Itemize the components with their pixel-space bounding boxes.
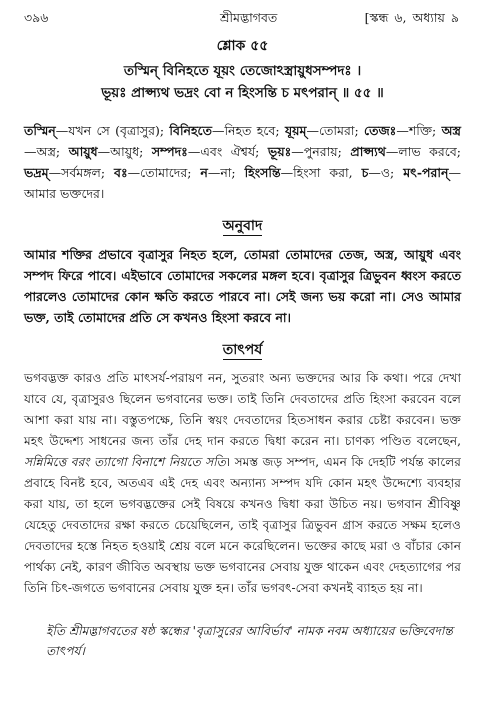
- synonym-word: আয়ুধ: [68, 144, 98, 159]
- chanakya-quote: সন্নিমিত্তে বরং ত্যাগো বিনাশে নিয়তে সতি: [24, 455, 226, 469]
- synonym-meaning: —পুনরায়;: [291, 144, 351, 159]
- synonym-meaning: —অস্ত্র;: [24, 144, 69, 159]
- synonym-word: সম্পদঃ: [151, 144, 188, 159]
- book-title: শ্রীমদ্ভাগবত: [220, 10, 278, 25]
- purport-text: ভগবদ্ভক্ত কারও প্রতি মাৎসর্য-পরায়ণ নন, সুতরাং অন্য ভক্তদের আর কি কথা। পরে দেখা যাবে যে, বৃত্রাসুরও ছিলেন ভগবানের ভক্ত। তাই তিনি দেবতাদের প্রতি হিংসা করবেন বলে আশা করা যায় না। বস্তুতপক্ষে, তিনি স্বয়ং দেবতাদের হিতসাধন করার চেষ্টা করবেন। ভক্ত মহৎ উদ্দেশ্য সাধনের জন্য তাঁর দেহ দান করতে দ্বিধা করেন না। চাণক্য পণ্ডিত বলেছেন, সন্নিমিত্তে বরং ত্যাগো বিনাশে নিয়তে সতি। সমস্ত জড় সম্পদ, এমন কি দেহটি পর্যন্ত কালের প্রবাহে বিনষ্ট হবে, অতএব এই দেহ এবং অন্যান্য সম্পদ যদি কোন মহৎ উদ্দেশ্যে ব্যবহার করা যায়, তা হলে ভগবদ্ভক্তের সেই বিষয়ে কখনও দ্বিধা করা উচিত নয়। ভগবান শ্রীবিষ্ণু যেহেতু দেবতাদের রক্ষা করতে চেয়েছিলেন, তাই বৃত্রাসুর ত্রিভুবন গ্রাস করতে সক্ষম হলেও দেবতাদের হস্তে নিহত হওয়াই শ্রেয় বলে মনে করেছিলেন। ভক্তের কাছে মরা ও বাঁচার কোন পার্থক্য নেই, কারণ জীবিত অবস্থায় ভক্ত ভগবানের সেবায় যুক্ত থাকেন এবং দেহত্যাগের পর তিনি চিৎ-জগতে ভগবানের সেবায় যুক্ত হন। তাঁর ভগবৎ-সেবা কখনই ব্যাহত হয় না।: [24, 371, 461, 595]
- synonym-meaning: —তোমরা;: [306, 123, 365, 138]
- verse-number: শ্লোক ৫৫: [216, 38, 269, 54]
- synonym-meaning: —তোমাদের;: [127, 165, 201, 180]
- synonym-meaning: —আমার ভক্তদের।: [24, 165, 461, 201]
- synonym-word: ন: [200, 165, 208, 180]
- page-header: [24, 6, 461, 28]
- synonym-meaning: —সর্বমঙ্গল;: [48, 165, 114, 180]
- synonym-meaning: —ও;: [368, 165, 404, 180]
- synonym-word: চ: [361, 165, 369, 180]
- verse-line: ভূয়ঃ প্রাপ্স্যথ ভদ্রং বো ন হিংসন্তি চ মৎপরান্ ॥ ৫৫ ॥: [101, 85, 384, 101]
- synonym-word: বঃ: [113, 165, 128, 180]
- sanskrit-verse: [24, 60, 461, 104]
- synonym-meaning: —না;: [207, 165, 245, 180]
- synonym-word: ভূয়ঃ: [267, 144, 292, 159]
- section-reference: [স্কন্ধ ৬, অধ্যায় ৯: [364, 10, 459, 25]
- synonym-word: অস্ত্র: [441, 123, 461, 138]
- word-synonyms: [24, 120, 461, 204]
- synonym-word: ভদ্রম্: [24, 165, 49, 180]
- synonym-word: হিংসন্তি: [244, 165, 281, 180]
- synonym-meaning: —যখন সে (বৃত্রাসুর);: [55, 123, 170, 138]
- synonym-meaning: —হিংসা করা,: [280, 165, 362, 180]
- translation-text: আমার শক্তির প্রভাবে বৃত্রাসুর নিহত হলে, তোমরা তোমাদের তেজ, অস্ত্র, আয়ুধ এবং সম্পদ ফিরে পাবে। এইভাবে তোমাদের সকলের মঙ্গল হবে। বৃত্রাসুর ত্রিভুবন ধ্বংস করতে পারলেও তোমাদের কোন ক্ষতি করতে পারবে না। সেই জন্য ভয় করো না। সেও আমার ভক্ত, তাই তোমাদের প্রতি সে কখনও হিংসা করবে না।: [24, 247, 461, 325]
- verse-line: তস্মিন্ বিনিহতে যূয়ং তেজোঽস্ত্রায়ুধসম্পদঃ ।: [123, 63, 362, 79]
- synonym-meaning: —এবং ঐশ্বর্য;: [187, 144, 268, 159]
- synonym-word: যূয়ম্: [284, 123, 307, 138]
- synonym-meaning: —লাভ করবে;: [385, 144, 461, 159]
- synonym-word: তেজঃ: [364, 123, 397, 138]
- synonym-meaning: —নিহত হবে;: [211, 123, 285, 138]
- translation-heading: অনুবাদ: [222, 218, 263, 234]
- synonym-word: তস্মিন্: [24, 123, 56, 138]
- synonym-word: বিনিহতে: [169, 123, 212, 138]
- synonym-meaning: —শক্তি;: [396, 123, 442, 138]
- synonym-word: প্রাপ্স্যথ: [350, 144, 386, 159]
- synonym-meaning: —আয়ুধ;: [97, 144, 152, 159]
- purport-heading: তাৎপর্য: [222, 342, 263, 358]
- page-number: ৩৯৬: [24, 10, 49, 25]
- chapter-closing-note: ইতি শ্রীমদ্ভাগবতের ষষ্ঠ স্কন্ধের 'বৃত্রাসুরের আবির্ভাব' নামক নবম অধ্যায়ের ভক্তিবেদান্ত তাৎপর্য।: [46, 624, 453, 658]
- synonym-word: মৎ-পরান্: [403, 165, 449, 180]
